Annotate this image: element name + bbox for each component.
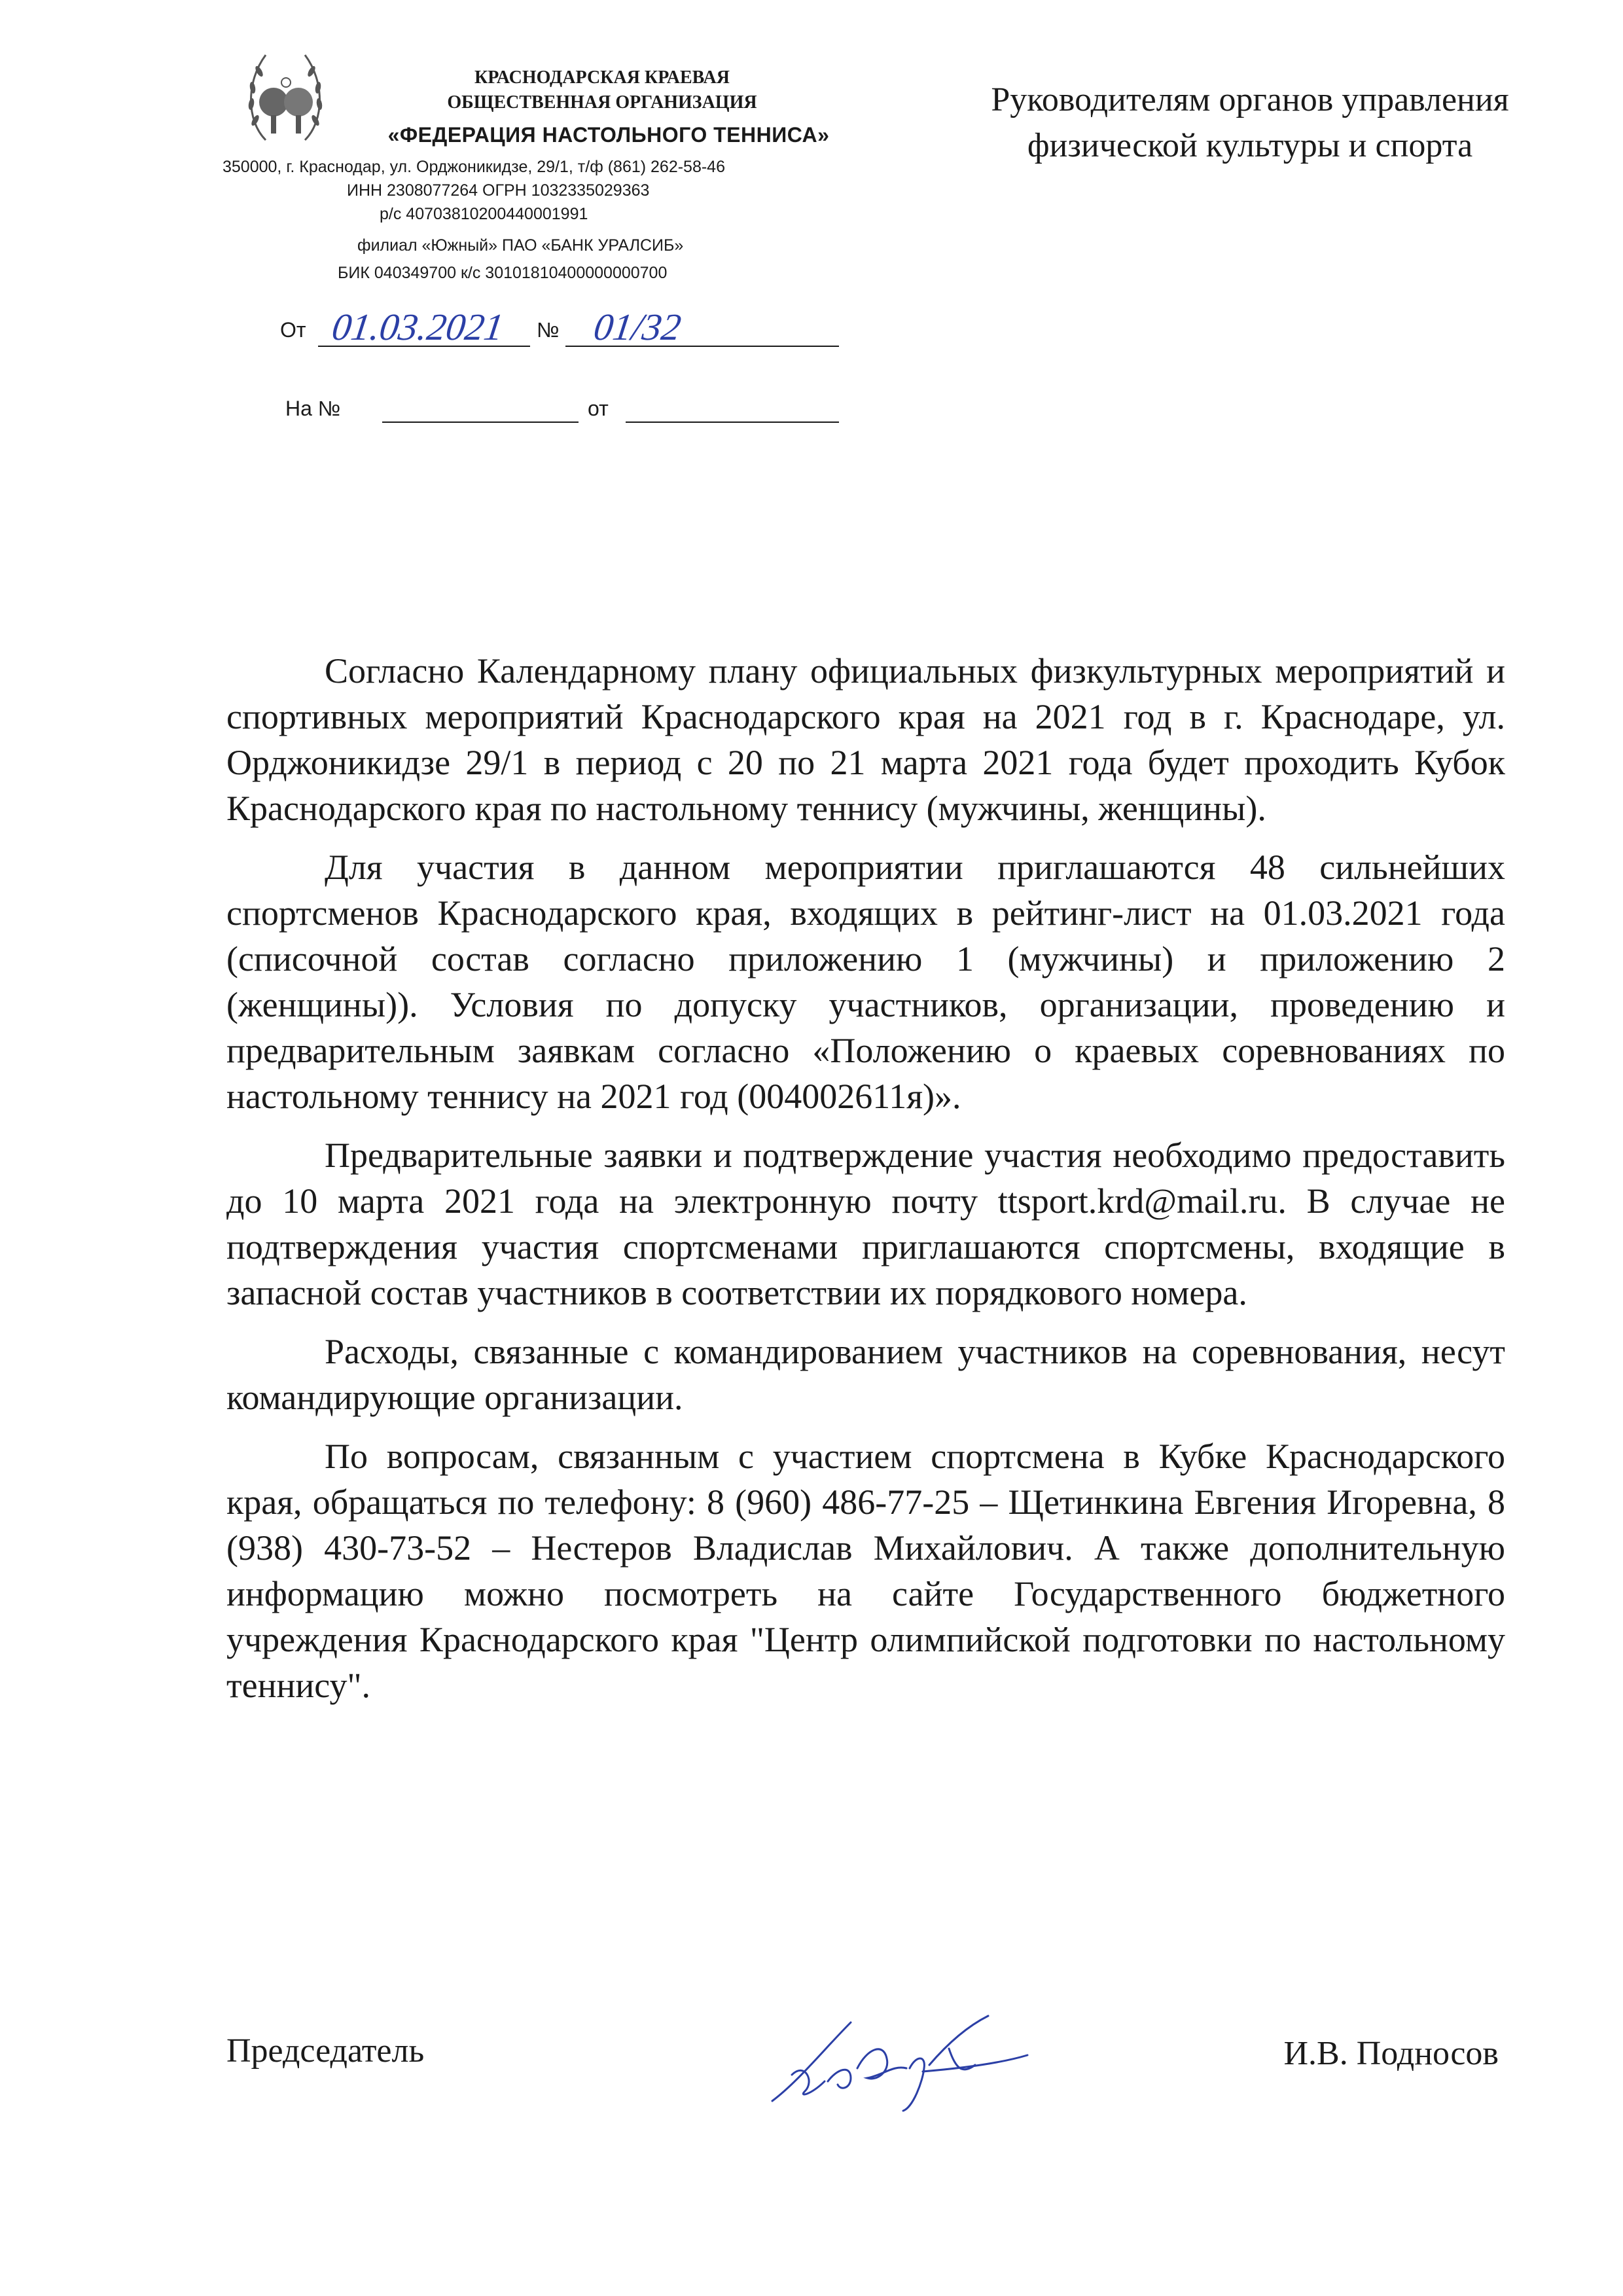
handwritten-signature: [753, 2003, 1041, 2114]
body-paragraph: Согласно Календарному плану официальных физкультурных мероприятий и спортивных мероприятий Краснодарского края на 2021 год в г. Краснодаре, ул. Орджоникидзе 29/1 в период с 20 по 21 марта 2021 года будет проходить Кубок Краснодарского края по настольному теннису (мужчины, женщины).: [226, 651, 1505, 828]
body-paragraph: Расходы, связанные с командированием участников на соревнования, несут командирующие организации.: [226, 1332, 1505, 1417]
org-bank-branch: филиал «Южный» ПАО «БАНК УРАЛСИБ»: [357, 236, 684, 255]
handwritten-date: 01.03.2021: [329, 306, 507, 348]
signatory-title: Председатель: [226, 2032, 425, 2070]
org-inn-ogrn: ИНН 2308077264 ОГРН 1032335029363: [347, 181, 650, 200]
body-paragraph: Предварительные заявки и подтверждение участия необходимо предоставить до 10 марта 2021 года на электронную почту ttsport.krd@mail.ru. В случае не подтверждения участия спортсменами приглашаются спортсмены, входящие в запасной состав участников в соответствии их порядкового номера.: [226, 1136, 1505, 1312]
reply-number-line: [382, 422, 579, 423]
addressee-line-2: физической культуры и спорта: [1027, 127, 1473, 164]
addressee-line-1: Руководителям органов управления: [991, 81, 1509, 118]
addressee-block: [942, 77, 1558, 169]
org-bank-account: р/с 40703810200440001991: [380, 205, 588, 223]
handwritten-number: 01/32: [591, 306, 684, 348]
organization-heading: [340, 65, 864, 115]
letter-body: [226, 648, 1505, 1721]
reply-number-label: На №: [285, 397, 341, 420]
org-bik: БИК 040349700 к/с 30101810400000000700: [338, 264, 668, 282]
body-paragraph: По вопросам, связанным с участием спортсмена в Кубке Краснодарского края, обращаться по телефону: 8 (960) 486-77-25 – Щетинкина Евгения Игоревна, 8 (938) 430-73-52 – Нестеров Владислав Михайлович. А также дополнительную информацию можно посмотреть на сайте Государственного бюджетного учреждения Краснодарского края "Центр олимпийской подготовки по настольному теннису".: [226, 1437, 1505, 1705]
organization-name: «ФЕДЕРАЦИЯ НАСТОЛЬНОГО ТЕННИСА»: [387, 123, 830, 147]
federation-logo-icon: [240, 42, 331, 147]
org-line-2: ОБЩЕСТВЕННАЯ ОРГАНИЗАЦИЯ: [447, 92, 757, 113]
body-paragraph: Для участия в данном мероприятии приглашаются 48 сильнейших спортсменов Краснодарского края, входящих в рейтинг-лист на 01.03.2021 года (списочной состав согласно приложению 1 (мужчины) и приложению 2 (женщины)). Условия по допуску участников, организации, проведению и предварительным заявкам согласно «Положению о краевых соревнованиях по настольному теннису на 2021 год (004002611я)».: [226, 848, 1505, 1116]
org-address: 350000, г. Краснодар, ул. Орджоникидзе, 29/1, т/ф (861) 262-58-46: [223, 158, 725, 176]
from-label: От: [280, 318, 306, 342]
reply-from-label: от: [588, 397, 609, 420]
number-label: №: [537, 318, 560, 342]
reply-date-line: [626, 422, 839, 423]
org-line-1: КРАСНОДАРСКАЯ КРАЕВАЯ: [474, 67, 730, 88]
signatory-name: И.В. Подносов: [1283, 2035, 1499, 2072]
